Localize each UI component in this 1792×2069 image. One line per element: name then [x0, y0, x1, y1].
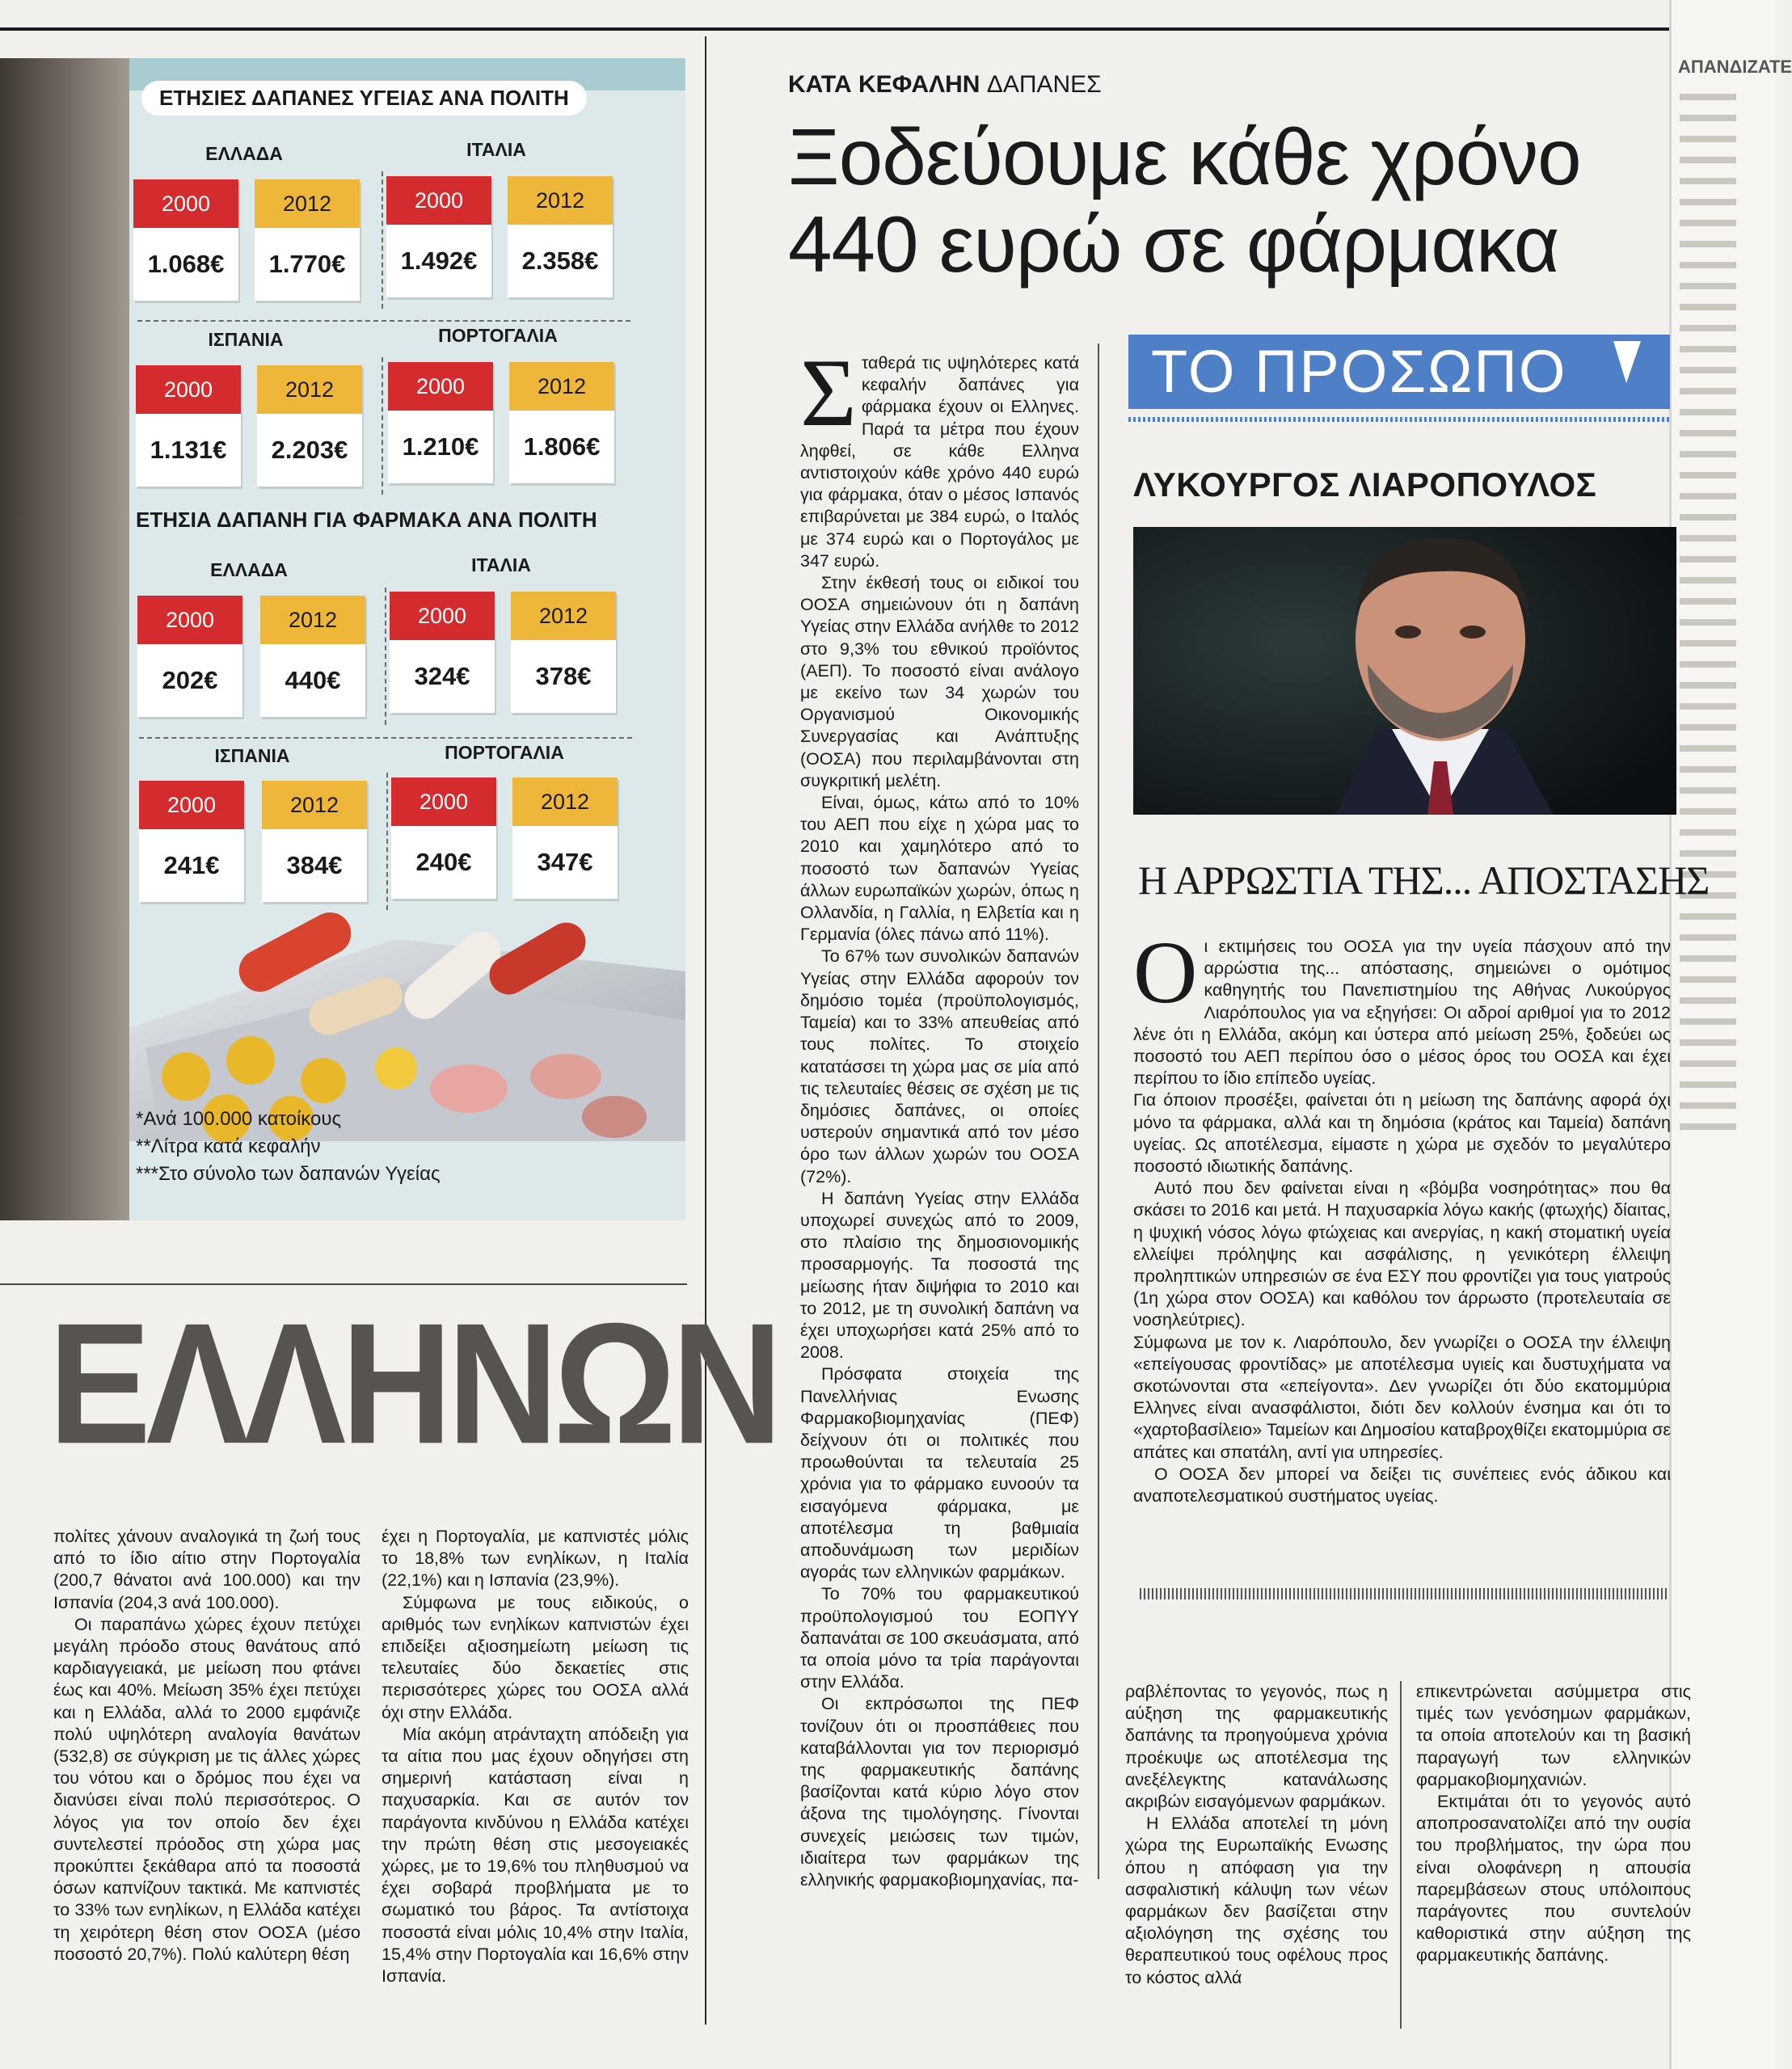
- paragraph: Η Ελλάδα αποτελεί τη μόνη χώρα της Ευρωπαϊκής Ενωσης όπου η απόφαση για την ασφαλιστική κάλυψη των νέων φαρμάκων δεν βασίζεται στην αξιολόγηση της σχέσης του θεραπευτικού τους οφέλους προς το κόστος αλλά: [1125, 1814, 1388, 1987]
- footnote: ***Στο σύνολο των δαπανών Υγείας: [136, 1163, 441, 1185]
- footnote: *Ανά 100.000 κατοίκους: [136, 1108, 342, 1130]
- stat-card-2012: 2012 2.358€: [508, 176, 613, 297]
- paragraph: επικεντρώνεται ασύμμετρα στις τιμές των γενόσημων φαρμάκων, τα οποία αποτελούν και τη βασική παραγωγή των ελληνικών φαρμακοβιομηχανιών.: [1416, 1682, 1691, 1789]
- hatched-rule: [1140, 1588, 1669, 1599]
- section-rule: [0, 1283, 687, 1285]
- stat-card-2012: 2012 440€: [260, 596, 365, 717]
- article-kicker: ΚΑΤΑ ΚΕΦΑΛΗΝ ΔΑΠΑΝΕΣ: [788, 71, 1102, 98]
- stat-card-2012: 2012 384€: [262, 781, 367, 902]
- drop-cap: Ο: [1133, 923, 1198, 1022]
- paragraph: Σύμφωνα με τον κ. Λιαρόπουλο, δεν γνωρίζει ο ΟΟΣΑ την έλλειψη «επείγουσας φροντίδας» με αποτέλεσμα υγιείς και δυστυχήματα να σκοτώνονται στα «επείγοντα». Δεν γνωρίζει ότι δύο εκατομμύρια Ελληνες είναι ανασφάλιστοι, διότι δεν κολλούν ένσημα και ότι το «χαρτοβασίλειο» Ταμείων και Δημοσίου καταβροχθίζει εκατομμύρια σε απάτες και σπατάλη, αντί για υπηρεσίες.: [1133, 1332, 1671, 1462]
- body-column: [800, 339, 1079, 1891]
- stat-card-2000: 2000 202€: [137, 596, 242, 717]
- body-column: [382, 1526, 689, 1987]
- paragraph: Σύμφωνα με τους ειδικούς, ο αριθμός των ενηλίκων καπνιστών έχει επιδείξει αξιοσημείωτη μείωση τις τελευταίες δύο δεκαετίες στις περισσότερες χώρες του ΟΟΣΑ αλλά όχι στην Ελλάδα.: [382, 1592, 689, 1722]
- body-column: [1416, 1681, 1691, 1967]
- paragraph: Οι παραπάνω χώρες έχουν πετύχει μεγάλη πρόοδο στους θανάτους από καρδιαγγειακά, με μείωση που φτάνει έως και 40%. Μείωση 35% έχει πετύχει και η Ελλάδα, αλλά το 2000 εμφάνιζε πολύ υψηλότερη αναλογία θανάτων (532,8) σε σύγκριση με τις άλλες χώρες του νότου και ο δρόμος που έχει να διανύσει είναι πολύ περισσότερος. Ο λόγος για τον οποίο δεν έχει συντελεστεί πρόοδος στη χώρα μας προκύπτει ξεκάθαρα από τα ποσοστά όσων καπνίζουν τακτικά. Με καπνιστές το 33% των ενηλίκων, η Ελλάδα κατέχει τη χειρότερη θέση στον ΟΟΣΑ (μέσο ποσοστό 20,7%). Πολύ καλύτερη θέση: [53, 1614, 361, 1964]
- country-label: ΠΟΡΤΟΓΑΛΙΑ: [445, 742, 564, 763]
- country-label: ΙΤΑΛΙΑ: [466, 139, 526, 160]
- lead-paragraph: Ο ι εκτιμήσεις του ΟΟΣΑ για την υγεία πάσχουν από την αρρώστια της... απόστασης, σημειώνει ο ομότιμος καθηγητής του Πανεπιστημίου της Αθήνας Λυκούργος Λιαρόπουλος για να εξηγήσει: Οι αδροί αριθμοί για το 2012 λένε ότι η Ελλάδα, ακόμη και ύστερα από μείωση 25%, ξοδεύει ως ποσοστό του ΑΕΠ περίπου όσο ο μέσος όρος του ΟΟΣΑ και έχει περίπου το ίδιο επίπεδο υγείας.: [1133, 923, 1671, 1089]
- dashed-divider: [382, 357, 383, 495]
- stat-card-2012: 2012 2.203€: [257, 365, 362, 487]
- stat-card-2012: 2012 1.806€: [509, 362, 614, 483]
- top-rule: [0, 27, 1669, 31]
- dashed-divider: [385, 588, 386, 725]
- body-column: [53, 1526, 361, 1966]
- adjacent-page-text: [1680, 94, 1775, 1130]
- infographic-box: [0, 58, 685, 1220]
- drop-cap: Σ: [800, 339, 857, 446]
- paragraph: έχει η Πορτογαλία, με καπνιστές μόλις το 18,8% των ενηλίκων, η Ιταλία (22,1%) και η Ισπανία (23,9%).: [382, 1527, 689, 1591]
- article-headline: Ξοδεύουμε κάθε χρόνο 440 ευρώ σε φάρμακα: [788, 112, 1581, 289]
- stat-card-2000: 2000 1.131€: [136, 365, 241, 487]
- sidebar-subhead: Η ΑΡΡΩΣΤΙΑ ΤΗΣ... ΑΠΟΣΤΑΣΗΣ: [1138, 858, 1710, 903]
- section-title-notch: [1609, 335, 1670, 409]
- stat-card-2000: 2000 1.210€: [388, 362, 493, 483]
- paragraph: Το 70% του φαρμακευτικού προϋπολογισμού του ΕΟΠΥΥ δαπανάται σε 100 σκευάσματα, από τα οποία μόνο τα τρία παράγονται στην Ελλάδα.: [800, 1584, 1079, 1692]
- paragraph: Στην έκθεσή τους οι ειδικοί του ΟΟΣΑ σημειώνουν ότι η δαπάνη Υγείας στην Ελλάδα ανήλθε το 2012 στο 9,3% του εθνικού προϊόντος (ΑΕΠ). Το ποσοστό είναι ανάλογο με εκείνο των 34 χωρών του Οργανισμού Οικονομικής Συνεργασίας και Ανάπτυξης (ΟΟΣΑ) που περιλαμβάνονται στη συγκριτική μελέτη.: [800, 573, 1079, 790]
- paragraph: Αυτό που δεν φαίνεται είναι η «βόμβα νοσηρότητας» που θα σκάσει το 2016 και μετά. Η παχυσαρκία λόγω κακής (φτωχής) δίαιτας, η ψυχική νόσος λόγω φτώχειας και ανεργίας, η κακή στοματική υγεία ελλείψει πρόληψης και ασφάλισης, η γενικότερη έλλειψη προληπτικών υπηρεσιών σε ένα ΕΣΥ που φροντίζει για τους γιατρούς (1η χώρα στον ΟΟΣΑ) και καθόλου τον άρρωστο (προτελευταία σε νοσηλεύτριες).: [1133, 1178, 1671, 1330]
- sidebar-section-title: ΤΟ ΠΡΟΣΩΠΟ: [1128, 335, 1668, 409]
- dashed-divider: [382, 171, 383, 309]
- paragraph: Είναι, όμως, κάτω από το 10% του ΑΕΠ που είχε η χώρα μας το 2010 και χαμηλότερο από το ποσοστό των δαπανών Υγείας άλλων ευρωπαϊκών χωρών, όπως η Ολλανδία, η Γαλλία, η Ελβετία και η Γερμανία (όλες πάνω από 11%).: [800, 793, 1079, 945]
- stat-card-2012: 2012 378€: [511, 592, 616, 713]
- stat-card-2000: 2000 324€: [390, 592, 495, 713]
- paragraph: Πρόσφατα στοιχεία της Πανελλήνιας Ενωσης Φαρμακοβιομηχανίας (ΠΕΦ) δείχνουν ότι οι πολιτικές που προωθούνται τα τελευταία 25 χρόνια για το φάρμακο ευνοούν τα εισαγόμενα φάρμακα, με αποτέλεσμα τη βαθμιαία αποδυνάμωση των μεριδίων αγοράς των ελληνικών φαρμάκων.: [800, 1364, 1079, 1582]
- paragraph: Η δαπάνη Υγείας στην Ελλάδα υποχωρεί συνεχώς από το 2009, στο πλαίσιο της δημοσιονομικής προσαρμογής. Τα ποσοστά της μείωσης ήταν διψήφια το 2010 και το 2012, με τη συνολική δαπάνη να έχει υποχωρήσει κατά 25% από το 2008.: [800, 1188, 1079, 1363]
- title-underline: [1128, 417, 1670, 422]
- health-section-header: ΕΤΗΣΙΕΣ ΔΑΠΑΝΕΣ ΥΓΕΙΑΣ ΑΝΑ ΠΟΛΙΤΗ: [141, 81, 587, 116]
- paragraph: ραβλέποντας το γεγονός, πως η αύξηση της φαρμακευτικής δαπάνης τα προηγούμενα χρόνια προέκυψε ως αποτέλεσμα της ανεξέλεγκτης κατανάλωσης ακριβών εισαγόμενων φαρμάκων.: [1125, 1682, 1388, 1812]
- body-column: [1125, 1681, 1388, 1989]
- paragraph: Μία ακόμη ατράνταχτη απόδειξη για τα αίτια που μας έχουν οδηγήσει στη σημερινή κατάσταση είναι η παχυσαρκία. Και σε αυτόν τον παράγοντα κινδύνου η Ελλάδα κατέχει την πρώτη θέση στις μεσογειακές χώρες, με το 19,6% του πληθυσμού να έχει σοβαρά προβλήματα με το σωματικό του βάρος. Τα αντίστοιχα ποσοστά είναι μόλις 10,4% στην Ιταλία, 15,4% στην Πορτογαλία και 16,6% στην Ισπανία.: [382, 1724, 689, 1987]
- column-rule: [1098, 343, 1099, 1879]
- paragraph: πολίτες χάνουν αναλογικά τη ζωή τους από το ίδιο αίτιο στην Πορτογαλία (200,7 θάνατοι ανά 100.000) και την Ισπανία (204,3 ανά 100.000).: [53, 1527, 361, 1612]
- sidebar-body: [1133, 923, 1671, 1507]
- paragraph: Οι εκπρόσωποι της ΠΕΦ τονίζουν ότι οι προσπάθειες που καταβάλλονται για τον περιορισμό της φαρμακευτικής δαπάνης βασίζονται κατά κύριο λόγο στον άξονα της τιμολόγησης. Γίνονται συνεχείς μειώσεις των τιμών, ιδιαίτερα των φαρμάκων της ελληνικής φαρμακοβιομηχανίας, πα-: [800, 1694, 1079, 1890]
- footnote: **Λίτρα κατά κεφαλήν: [136, 1136, 321, 1157]
- person-name: ΛΥΚΟΥΡΓΟΣ ΛΙΑΡΟΠΟΥΛΟΣ: [1133, 466, 1597, 504]
- lead-paragraph: Σ ταθερά τις υψηλότερες κατά κεφαλήν δαπάνες για φάρμακα έχουν οι Ελληνες. Παρά τα μέτρα που έχουν ληφθεί, σε κάθε Ελληνα αντιστοιχούν κάθε χρόνο 440 ευρώ για φάρμακα, όταν ο μέσος Ισπανός επιβαρύνεται με 384 ευρώ, ο Ιταλός με 374 ευρώ και ο Πορτογάλος με 347 ευρώ.: [800, 339, 1079, 571]
- pharma-section-header: ΕΤΗΣΙΑ ΔΑΠΑΝΗ ΓΙΑ ΦΑΡΜΑΚΑ ΑΝΑ ΠΟΛΙΤΗ: [136, 508, 597, 532]
- column-rule: [1400, 1681, 1402, 2029]
- stat-card-2000: 2000 240€: [391, 777, 496, 899]
- dashed-divider: [137, 320, 630, 322]
- country-label: ΙΤΑΛΙΑ: [471, 554, 531, 575]
- paragraph: Για όποιον προσέξει, φαίνεται ότι η μείωση της δαπάνης αφορά όχι μόνο τα φάρμακα, αλλά και τη δημόσια (κράτος και Ταμεία) δαπάνη υγείας. Ως αποτέλεσμα, είμαστε η χώρα με σχεδόν το μεγαλύτερο ποσοστό ιδιωτικής δαπάνης.: [1133, 1090, 1671, 1177]
- stat-card-2000: 2000 1.492€: [386, 176, 491, 297]
- section-big-word: ΕΛΛΗΝΩΝ: [48, 1287, 778, 1481]
- stat-card-2000: 2000 241€: [139, 781, 244, 902]
- dashed-divider: [139, 737, 632, 739]
- dashed-divider: [386, 773, 388, 910]
- adjacent-page-headline: ΑΠΑΝΔΙΖΑΤΕ: [1678, 57, 1792, 77]
- country-label: ΕΛΛΑΔΑ: [205, 143, 283, 164]
- paragraph: Το 67% των συνολικών δαπανών Υγείας στην Ελλάδα αφορούν τον δημόσιο τομέα (προϋπολογισμός, Ταμεία) και το 33% απευθείας από τους πολίτες. Το στοιχείο κατατάσσει τη χώρα μας σε μία από τις τελευταίες θέσεις σε σχέση με τις δημόσιες δαπάνες, οι οποίες υστερούν σημαντικά από τον μέσο όρο των άλλων χωρών του ΟΟΣΑ (72%).: [800, 946, 1079, 1186]
- column-rule: [705, 36, 706, 2025]
- portrait-photo-strip: [0, 58, 129, 1220]
- paragraph: Εκτιμάται ότι το γεγονός αυτό αποπροσανατολίζει από την ουσία του προβλήματος, την ώρα που είναι ολοφάνερη η απουσία παρεμβάσεων στους υπόλοιπους παράγοντες που συντελούν καθοριστικά στην αύξηση της φαρμακευτικής δαπάνης.: [1416, 1792, 1691, 1966]
- stat-card-2012: 2012 347€: [512, 777, 618, 899]
- country-label: ΙΣΠΑΝΙΑ: [214, 745, 290, 766]
- paragraph: Ο ΟΟΣΑ δεν μπορεί να δείξει τις συνέπειες ενός άδικου και αναποτελεσματικού συστήματος υγείας.: [1133, 1464, 1671, 1506]
- person-photo: [1133, 527, 1676, 815]
- country-label: ΕΛΛΑΔΑ: [210, 559, 288, 580]
- country-label: ΙΣΠΑΝΙΑ: [208, 329, 284, 350]
- stat-card-2000: 2000 1.068€: [133, 179, 238, 301]
- stat-card-2012: 2012 1.770€: [255, 179, 360, 301]
- country-label: ΠΟΡΤΟΓΑΛΙΑ: [438, 325, 558, 346]
